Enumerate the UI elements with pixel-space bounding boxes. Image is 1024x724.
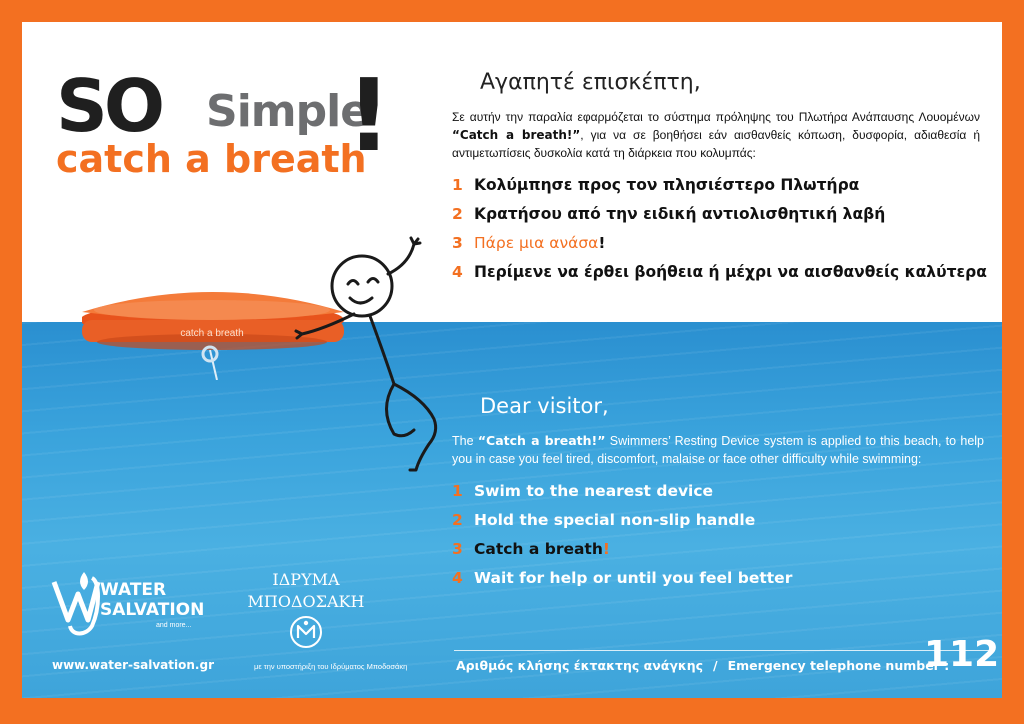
step-number: 4 [452, 569, 463, 587]
float-label: catch a breath [180, 328, 244, 339]
water-salvation-tagline: and more... [156, 622, 192, 629]
step-number: 1 [452, 482, 463, 500]
logo-simple: Simple [206, 86, 370, 137]
greek-step [452, 176, 987, 205]
greek-step [452, 263, 987, 292]
water-salvation-word2: SALVATION [100, 600, 205, 620]
step-number: 3 [452, 540, 463, 558]
greek-intro-a: Σε αυτήν την παραλία εφαρμόζεται το σύστημα πρόληψης του Πλωτήρα Ανάπαυσης Λουομένων [452, 110, 980, 124]
logo-exclamation: ! [346, 57, 392, 174]
water-salvation-url: www.water-salvation.gr [52, 658, 214, 672]
english-intro [452, 432, 984, 468]
greek-intro-b: , για να σε βοηθήσει εάν αισθανθείς κόπωση, δυσφορία, αδιαθεσία ή αντιμετωπίσεις δυσκολία κατά τη διάρκεια που κολυμπάς: [452, 128, 980, 160]
english-greeting: Dear visitor, [480, 394, 609, 418]
step-text: Catch a breath [474, 540, 603, 558]
emergency-number: 112 [924, 634, 1000, 675]
step-number: 3 [452, 234, 463, 252]
logo-sos: SO [56, 64, 162, 148]
emergency-label-english: Emergency telephone number : [727, 658, 950, 673]
english-intro-b: Swimmers’ Resting Device system is applied to this beach, to help you in case you feel tired, discomfort, malaise or face other difficulty while swimming: [452, 434, 985, 466]
foundation-name-line2: ΜΠΟΔΟΣΑΚΗ [247, 592, 365, 611]
emergency-label [456, 658, 949, 673]
greek-step [452, 205, 987, 234]
step-text: Πάρε μια ανάσα [474, 234, 599, 252]
water-salvation-word1: WATER [100, 580, 167, 600]
poster [22, 22, 1002, 698]
step-number: 2 [452, 205, 463, 223]
greek-intro-brand: “Catch a breath!” [452, 128, 581, 142]
english-step [452, 482, 792, 511]
step-number: 4 [452, 263, 463, 281]
greek-intro [452, 108, 980, 162]
english-step [452, 511, 792, 540]
step-exclamation: ! [598, 234, 606, 252]
greek-steps-list [452, 176, 987, 292]
step-number: 2 [452, 511, 463, 529]
step-text: Περίμενε να έρθει βοήθεια ή μέχρι να αισθανθείς καλύτερα [474, 263, 987, 281]
foundation-support-text: με την υποστήριξη του Ιδρύματος Μποδοσάκη [254, 662, 408, 671]
footer-divider [454, 650, 990, 651]
step-exclamation: ! [602, 540, 610, 558]
stick-figure-swimmer [284, 234, 464, 474]
foundation-name-line1: ΙΔΡΥΜΑ [272, 570, 340, 589]
step-text: Hold the special non-slip handle [474, 511, 756, 529]
emergency-separator: / [713, 658, 718, 673]
english-steps-list [452, 482, 792, 598]
step-number: 1 [452, 176, 463, 194]
logo-subtitle: catch a breath [56, 137, 367, 181]
english-step [452, 540, 792, 569]
greek-step [452, 234, 987, 263]
step-text: Κρατήσου από την ειδική αντιολισθητική λαβή [474, 205, 886, 223]
english-intro-a: The [452, 434, 478, 448]
foundation-emblem-icon [288, 614, 324, 650]
emergency-label-greek: Αριθμός κλήσης έκτακτης ανάγκης [456, 658, 704, 673]
greek-greeting: Αγαπητέ επισκέπτη, [480, 70, 701, 95]
step-text: Κολύμπησε προς τον πλησιέστερο Πλωτήρα [474, 176, 860, 194]
step-text: Swim to the nearest device [474, 482, 714, 500]
step-text: Wait for help or until you feel better [474, 569, 793, 587]
english-step [452, 569, 792, 598]
english-intro-brand: “Catch a breath!” [477, 433, 606, 448]
